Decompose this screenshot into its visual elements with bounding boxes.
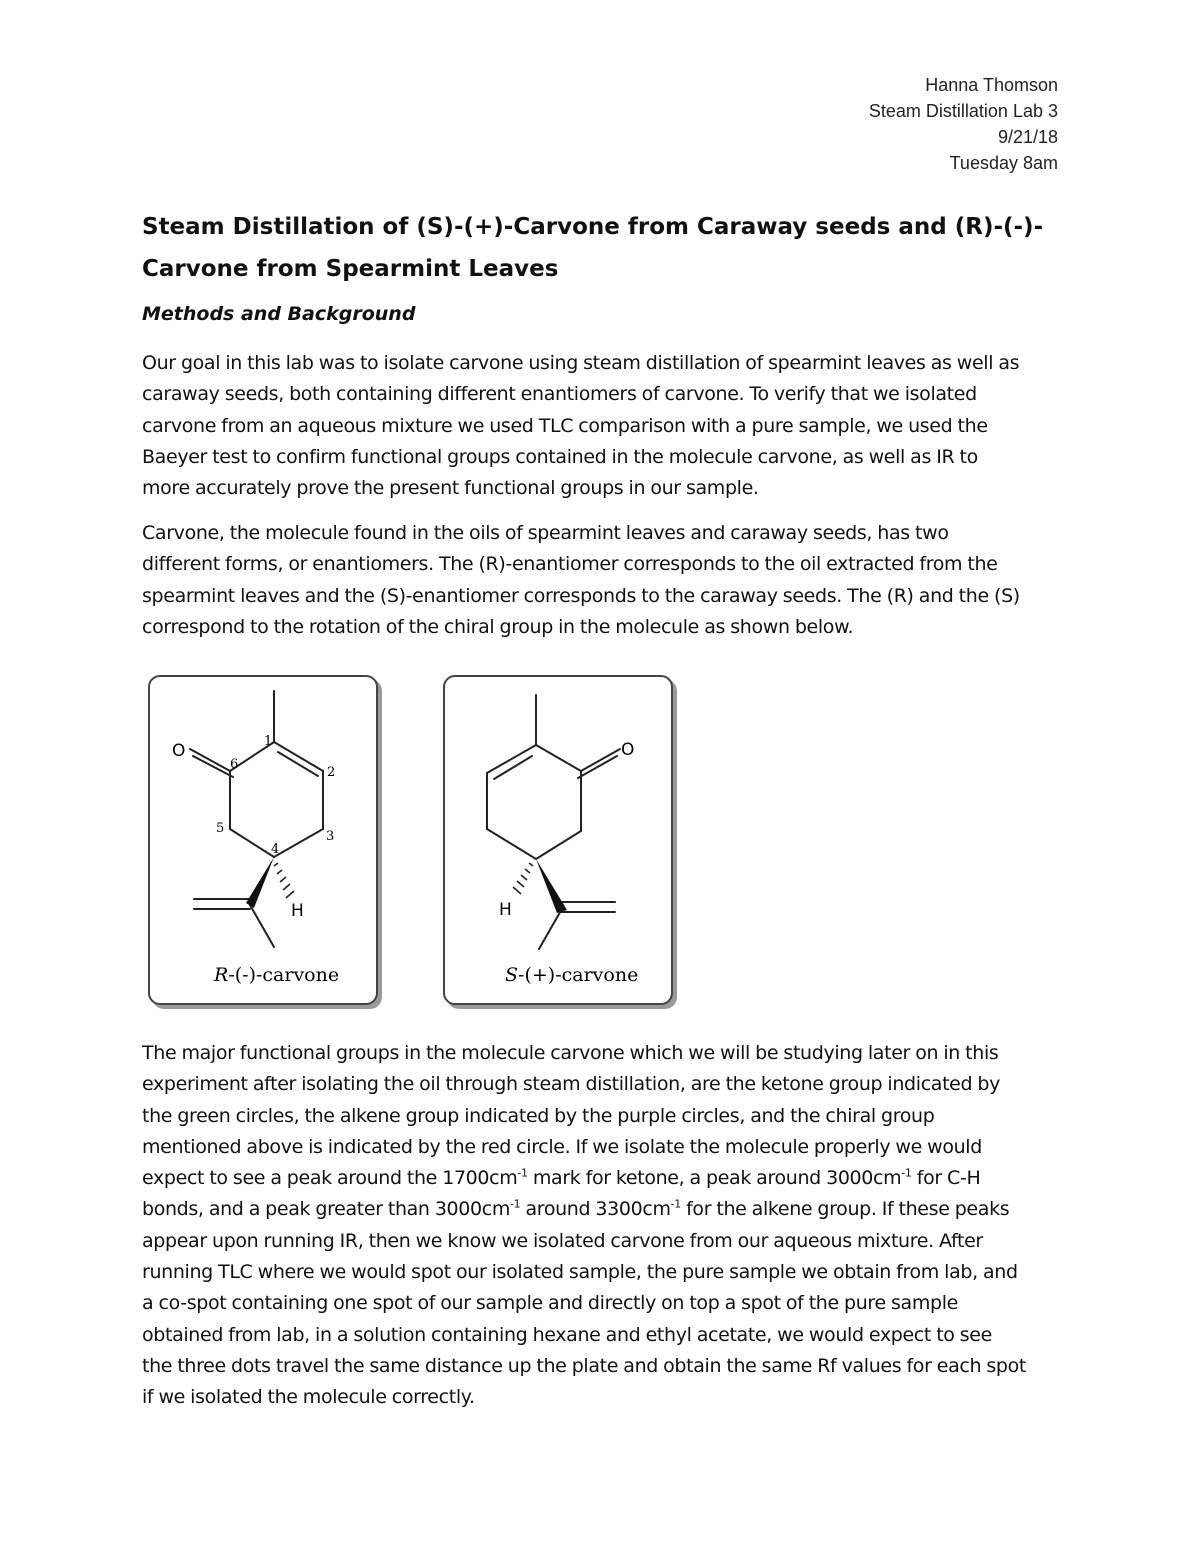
- oxygen-atom: O: [621, 740, 635, 760]
- lab-name: Steam Distillation Lab 3: [868, 101, 1058, 121]
- document-title: [142, 206, 1072, 290]
- text-line: appear upon running IR, then we know we isolated carvone from our aqueous mixture. After: [142, 1229, 983, 1252]
- text-run: around 3300cm: [520, 1198, 671, 1221]
- text-line: the green circles, the alkene group indicated by the purple circles, and the chiral group: [142, 1104, 935, 1127]
- lab-date: 9/21/18: [997, 127, 1058, 147]
- superscript: -1: [901, 1166, 912, 1180]
- r-carvone-label: [213, 964, 339, 986]
- label-rest: -(+)-carvone: [518, 964, 639, 986]
- superscript: -1: [510, 1198, 521, 1212]
- paragraph-functional-groups: [142, 1038, 1072, 1414]
- carbon-number: 3: [326, 829, 335, 844]
- carbon-number: 1: [264, 734, 273, 749]
- carbon-number: 5: [216, 821, 225, 836]
- text-line: Baeyer test to confirm functional groups contained in the molecule carvone, as well as IR to: [142, 445, 978, 468]
- text-line: correspond to the rotation of the chiral group in the molecule as shown below.: [142, 615, 854, 638]
- text-run: mark for ketone, a peak around 3000cm: [527, 1167, 902, 1190]
- text-run: for C-H: [911, 1167, 981, 1190]
- text-line: [142, 1194, 1072, 1225]
- carbon-number: 6: [230, 757, 239, 772]
- text-line: if we isolated the molecule correctly.: [142, 1386, 475, 1409]
- text-line: The major functional groups in the molecule carvone which we will be studying later on in this: [142, 1042, 999, 1064]
- s-carvone-label: [505, 964, 638, 986]
- label-italic: S: [505, 964, 519, 986]
- text-line: carvone from an aqueous mixture we used TLC comparison with a pure sample, we used the: [142, 414, 988, 437]
- superscript: -1: [517, 1166, 528, 1180]
- text-run: expect to see a peak around the 1700cm: [142, 1167, 518, 1190]
- title-line-2: Carvone from Spearmint Leaves: [142, 256, 559, 282]
- s-carvone-drawing: [445, 677, 671, 1003]
- hydrogen-atom: H: [291, 901, 304, 921]
- text-run: bonds, and a peak greater than 3000cm: [142, 1198, 511, 1221]
- paragraph-carvone: [142, 518, 1072, 643]
- text-line: the three dots travel the same distance up the plate and obtain the same Rf values for each spot: [142, 1354, 1026, 1377]
- text-line: running TLC where we would spot our isolated sample, the pure sample we obtain from lab, and: [142, 1261, 1018, 1284]
- r-carvone-structure: [148, 675, 378, 1005]
- r-carvone-drawing: [150, 677, 376, 1003]
- lab-session: Tuesday 8am: [949, 153, 1058, 173]
- section-heading: Methods and Background: [142, 303, 416, 325]
- s-carvone-structure: [443, 675, 673, 1005]
- text-run: for the alkene group. If these peaks: [680, 1198, 1010, 1221]
- label-rest: -(-)-carvone: [228, 964, 340, 986]
- author-header: [869, 72, 1058, 176]
- text-line: Carvone, the molecule found in the oils of spearmint leaves and caraway seeds, has two: [142, 522, 949, 544]
- text-line: more accurately prove the present functional groups in our sample.: [142, 477, 759, 500]
- author-name: Hanna Thomson: [925, 75, 1058, 95]
- superscript: -1: [670, 1198, 681, 1212]
- label-italic: R: [214, 964, 229, 986]
- paragraph-goal: [142, 348, 1072, 504]
- text-line: obtained from lab, in a solution containing hexane and ethyl acetate, we would expect to see: [142, 1323, 992, 1346]
- text-line: mentioned above is indicated by the red circle. If we isolate the molecule properly we would: [142, 1135, 982, 1158]
- title-line-1: Steam Distillation of (S)-(+)-Carvone from Caraway seeds and (R)-(-)-: [142, 214, 1044, 240]
- hydrogen-atom: H: [499, 900, 512, 920]
- text-line: experiment after isolating the oil through steam distillation, are the ketone group indicated by: [142, 1073, 1001, 1096]
- text-line: caraway seeds, both containing different enantiomers of carvone. To verify that we isolated: [142, 383, 977, 406]
- carbon-number: 4: [271, 842, 280, 857]
- text-line: Our goal in this lab was to isolate carvone using steam distillation of spearmint leaves as well as: [142, 352, 1020, 374]
- text-line: spearmint leaves and the (S)-enantiomer corresponds to the caraway seeds. The (R) and the (S): [142, 584, 1020, 607]
- oxygen-atom: O: [172, 741, 186, 761]
- text-line: a co-spot containing one spot of our sample and directly on top a spot of the pure sample: [142, 1292, 958, 1315]
- text-line: different forms, or enantiomers. The (R)-enantiomer corresponds to the oil extracted from the: [142, 553, 998, 576]
- carbon-number: 2: [327, 765, 336, 780]
- text-line: [142, 1163, 1072, 1194]
